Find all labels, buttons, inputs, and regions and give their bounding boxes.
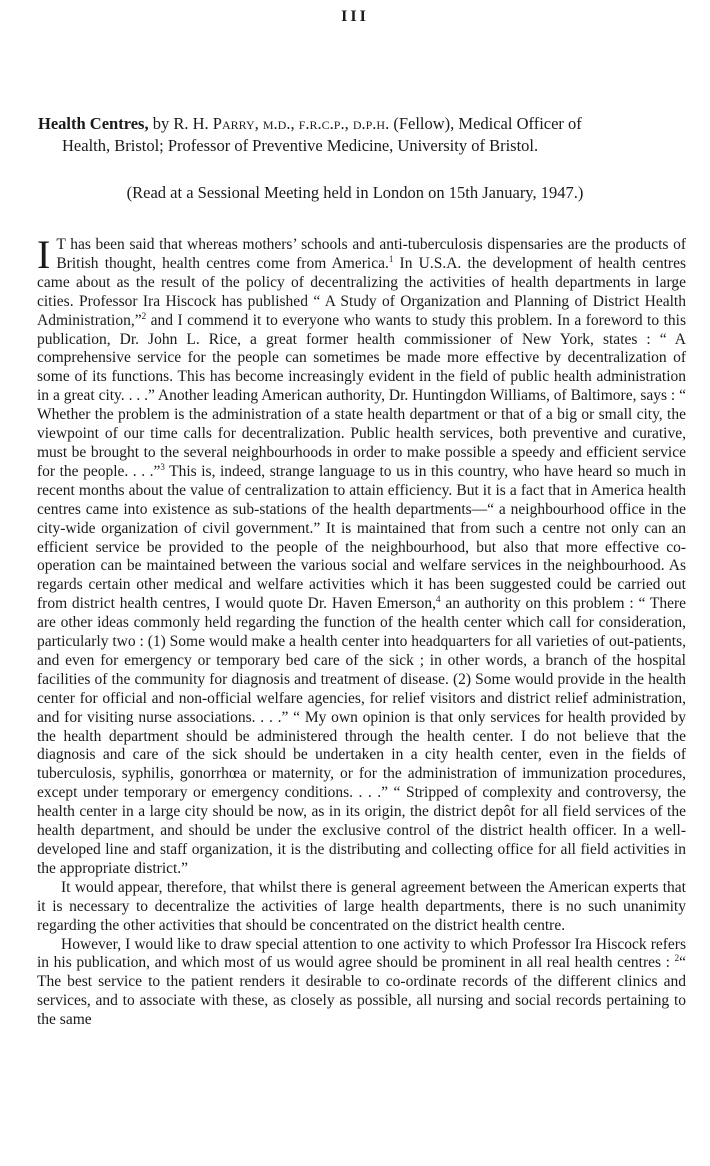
author-role-1: (Fellow), Medical Officer of [389,114,582,133]
author-name: Parry [212,114,255,133]
footnote-ref: 4 [436,594,441,605]
author-credentials: , m.d., f.r.c.p., d.p.h. [254,114,390,133]
paragraph-1-text-4: This is, indeed, strange language to us in this country, who have heard so much in recent months about the value of centralization to attain efficiency. But it is a fact that in America health centres came into existence as sub-stations of the health departments—“ a neighbourhood office in the city-wide organization of civil government.” It is maintained that from such a centre not only can an efficient service be provided to the people of the neighbourhood, but also that more effective co-operation can be maintained between the various social and welfare services in the neighbourhood. As regards certain other medical and welfare activities which it has been suggested could be carried out from district health centres, I would quote Dr. Haven Emerson, [37,462,686,613]
paragraph-1-text-5: an authority on this problem : “ There are other ideas commonly held regarding the function of the health center which call for consideration, particularly two : (1) Some would make a health center into headquarters for all varieties of out-patients, and even for emergency or temporary bed care of the sick ; in other words, a branch of the hospital facilities of the community for diagnosis and treatment of disease. (2) Some would provide in the health center for official and non-official welfare agencies, for relief visitors and district relief administration, and for visiting nurse associations. . . .” “ My own opinion is that only services for health provided by the health department should be administered through the health center. I do not believe that the diagnosis and care of the sick should be undertaken in a city health center, even in the fields of tuberculosis, syphilis, gonorrhœa or maternity, or for the administration of immunization procedures, except under temporary or emergency conditions. . . .” “ Stripped of complexity and controversy, the health center in a large city should be now, as in its origin, the district depôt for all field services of the health department, and should be under the exclusive control of the district health officer. In a well-developed line and staff organization, it is the distributing and collecting office for all field activities in the appropriate district.” [37,595,686,877]
byline-prefix: by R. H. [148,114,213,133]
paragraph-3-text-1: However, I would like to draw special attention to one activity to which Professor Ira Hiscock refers in his publication, and which most of us would agree should be prominent in all real health centres : [37,935,686,972]
paragraph-3-text-2: “ The best service to the patient renders it desirable to co-ordinate records of the different clinics and services, and to associate with these, as closely as possible, all nursing and social records pertaining to the same [37,954,686,1029]
page-number: III [341,8,369,25]
paragraph-3 [37,936,686,1031]
footnote-ref: 2 [674,953,680,964]
footnote-ref: 1 [388,253,394,264]
author-role-2: Health, Bristol; Professor of Preventive Medicine, University of Bristol. [62,136,539,155]
sessional-note: (Read at a Sessional Meeting held in London on 15th January, 1947.) [126,183,584,202]
paragraph-1-text-1: T has been said that whereas mothers’ schools and anti-tuberculosis dispensaries are the products of British thought, health centres come from America. [56,236,686,272]
paragraph-1-text-3: and I commend it to everyone who wants to study this problem. In a foreword to this publication, Dr. John L. Rice, a great former health commissioner of New York, states : “ A comprehensive service for the people can sometimes be made more effective by decentralization of some of its functions. This has become increasingly evident in the field of public health administration in a great city. . . .” Another leading American authority, Dr. Huntingdon Williams, of Baltimore, says : “ Whether the problem is the administration of a state health department or that of a big or small city, the viewpoint of our time calls for decentralization. Public health services, both preventive and curative, must be brought to the several neighbourhoods in order to make possible a speedy and efficient service for the people. . . .” [37,311,686,480]
footnote-ref: 2 [141,310,147,321]
article-title: Health Centres, [38,114,149,133]
article-body [37,232,686,1030]
drop-cap: I [37,232,51,277]
footnote-ref: 3 [160,461,165,472]
heading-line-1 [38,113,680,135]
article-heading [38,113,680,157]
paragraph-2: It would appear, therefore, that whilst there is general agreement between the American experts that it is necessary to decentralize the activities of large health departments, there is no such unanimity regarding the other activities that should be concentrated on the district health centre. [37,878,686,934]
paragraph-1-text-2: In U.S.A. the development of health centres came about as the result of the policy of decentralizing the activities of health departments in large cities. Professor Ira Hiscock has published “ A Study of Organization and Planning of District Health Administration,” [37,254,686,329]
paragraph-1 [37,232,686,879]
